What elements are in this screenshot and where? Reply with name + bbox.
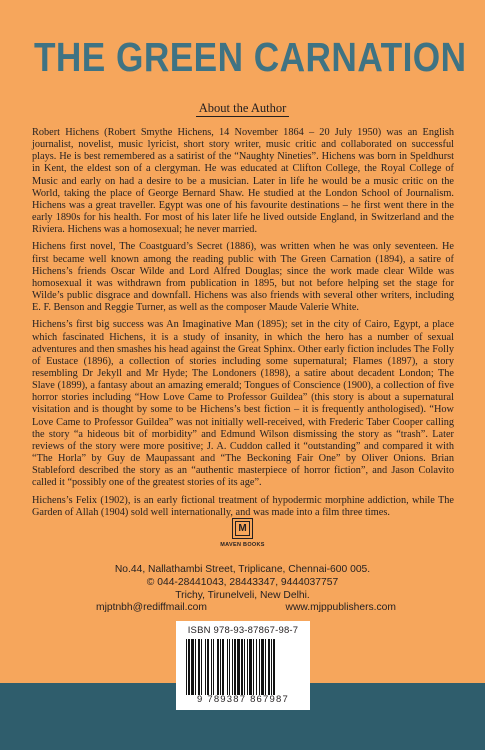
bio-paragraph-2: Hichens first novel, The Coastguard’s Secret (1886), was written when he was only seventeen. He first became well known among the reading public with The Green Carnation (1894), a satire of Hichens’s friends Oscar Wilde and Lord Alfred Douglas; since the work made clear Wilde was homosexual it was withdrawn from publication in 1895, but not before helping set the stage for Wilde’s public disgrace and downfall. Hichens was also friends with several other writers, including E. F. Benson and Reggie Turner, as well as the composer Maude Valerie White. — [32, 241, 454, 314]
publisher-address — [0, 563, 485, 602]
address-line-3: Trichy, Tirunelveli, New Delhi. — [175, 590, 310, 601]
publisher-logo — [0, 518, 485, 548]
author-bio — [32, 127, 454, 524]
bio-paragraph-4: Hichens’s Felix (1902), is an early fictional treatment of hypodermic morphine addiction, while The Garden of Allah (1904) sold well internationally, and was made into a film three times. — [32, 494, 454, 518]
barcode-icon — [186, 639, 300, 695]
address-line-2: © 044-28441043, 28443347, 9444037757 — [146, 577, 339, 588]
publisher-logo-icon — [232, 518, 253, 539]
barcode-panel — [176, 621, 310, 710]
logo-letter: M — [238, 523, 247, 534]
section-heading-text: About the Author — [196, 101, 290, 117]
section-heading — [0, 101, 485, 116]
publisher-name: MAVEN BOOKS — [220, 542, 265, 548]
barcode-digits: 9 789387 867987 — [197, 694, 289, 705]
bio-paragraph-3: Hichens’s first big success was An Imaginative Man (1895); set in the city of Cairo, Egypt, a place which fascinated Hichens, it is a study of insanity, in which the hero has a number of sexual adventures and then smashes his head against the Great Sphinx. Other early fiction includes The Folly of Eustace (1896), a collection of stories including some supernatural; Flames (1897), a story resembling Dr Jekyll and Mr Hyde; The Londoners (1898), a satire about decadent London; The Slave (1899), a fantasy about an amazing emerald; Tongues of Conscience (1900), a collection of five horror stories including “How Love Came to Professor Guildea” (this story is about a supernatural visitation and is thought by some to be Hichens’s best fiction – it is frequently anthologised). “How Love Came to Professor Guildea” was not initially well-received, with Frederic Taber Cooper calling the story “a hideous bit of morbidity” and Edmund Wilson dismissing the story as “trash”. Later reviews of the story were more positive; J. A. Cuddon called it “outstanding” and compared it with “The Horla” by Guy de Maupassant and “The Beckoning Fair One” by Oliver Onions. Brian Stableford described the story as an “authentic masterpiece of horror fiction”, and Jason Colavito called it “possibly one of the greatest stories of its age”. — [32, 319, 454, 489]
bio-paragraph-1: Robert Hichens (Robert Smythe Hichens, 14 November 1864 – 20 July 1950) was an English journalist, novelist, music lyricist, short story writer, music critic and collaborated on successful plays. He is best remembered as a satirist of the “Naughty Nineties”. Hichens was born in Speldhurst in Kent, the eldest son of a clergyman. He was educated at Clifton College, the Royal College of Music and early on had a desire to be a musician. Later in life he would be a music critic on the World, taking the place of George Bernard Shaw. He studied at the London School of Journalism. Hichens was a great traveller. Egypt was one of his favourite destinations – he first went there in the early 1890s for his health. For most of his later life he lived outside England, in Switzerland and the Riviera. Hichens was a homosexual; he never married. — [32, 127, 454, 236]
publisher-website: www.mjppublishers.com — [285, 602, 396, 613]
publisher-contacts — [96, 602, 396, 613]
publisher-email: mjptnbh@rediffmail.com — [96, 602, 207, 613]
address-line-1: No.44, Nallathambi Street, Triplicane, Chennai-600 005. — [114, 564, 371, 575]
book-title: THE GREEN CARNATION — [33, 34, 467, 80]
isbn-label: ISBN 978-93-87867-98-7 — [187, 625, 299, 636]
